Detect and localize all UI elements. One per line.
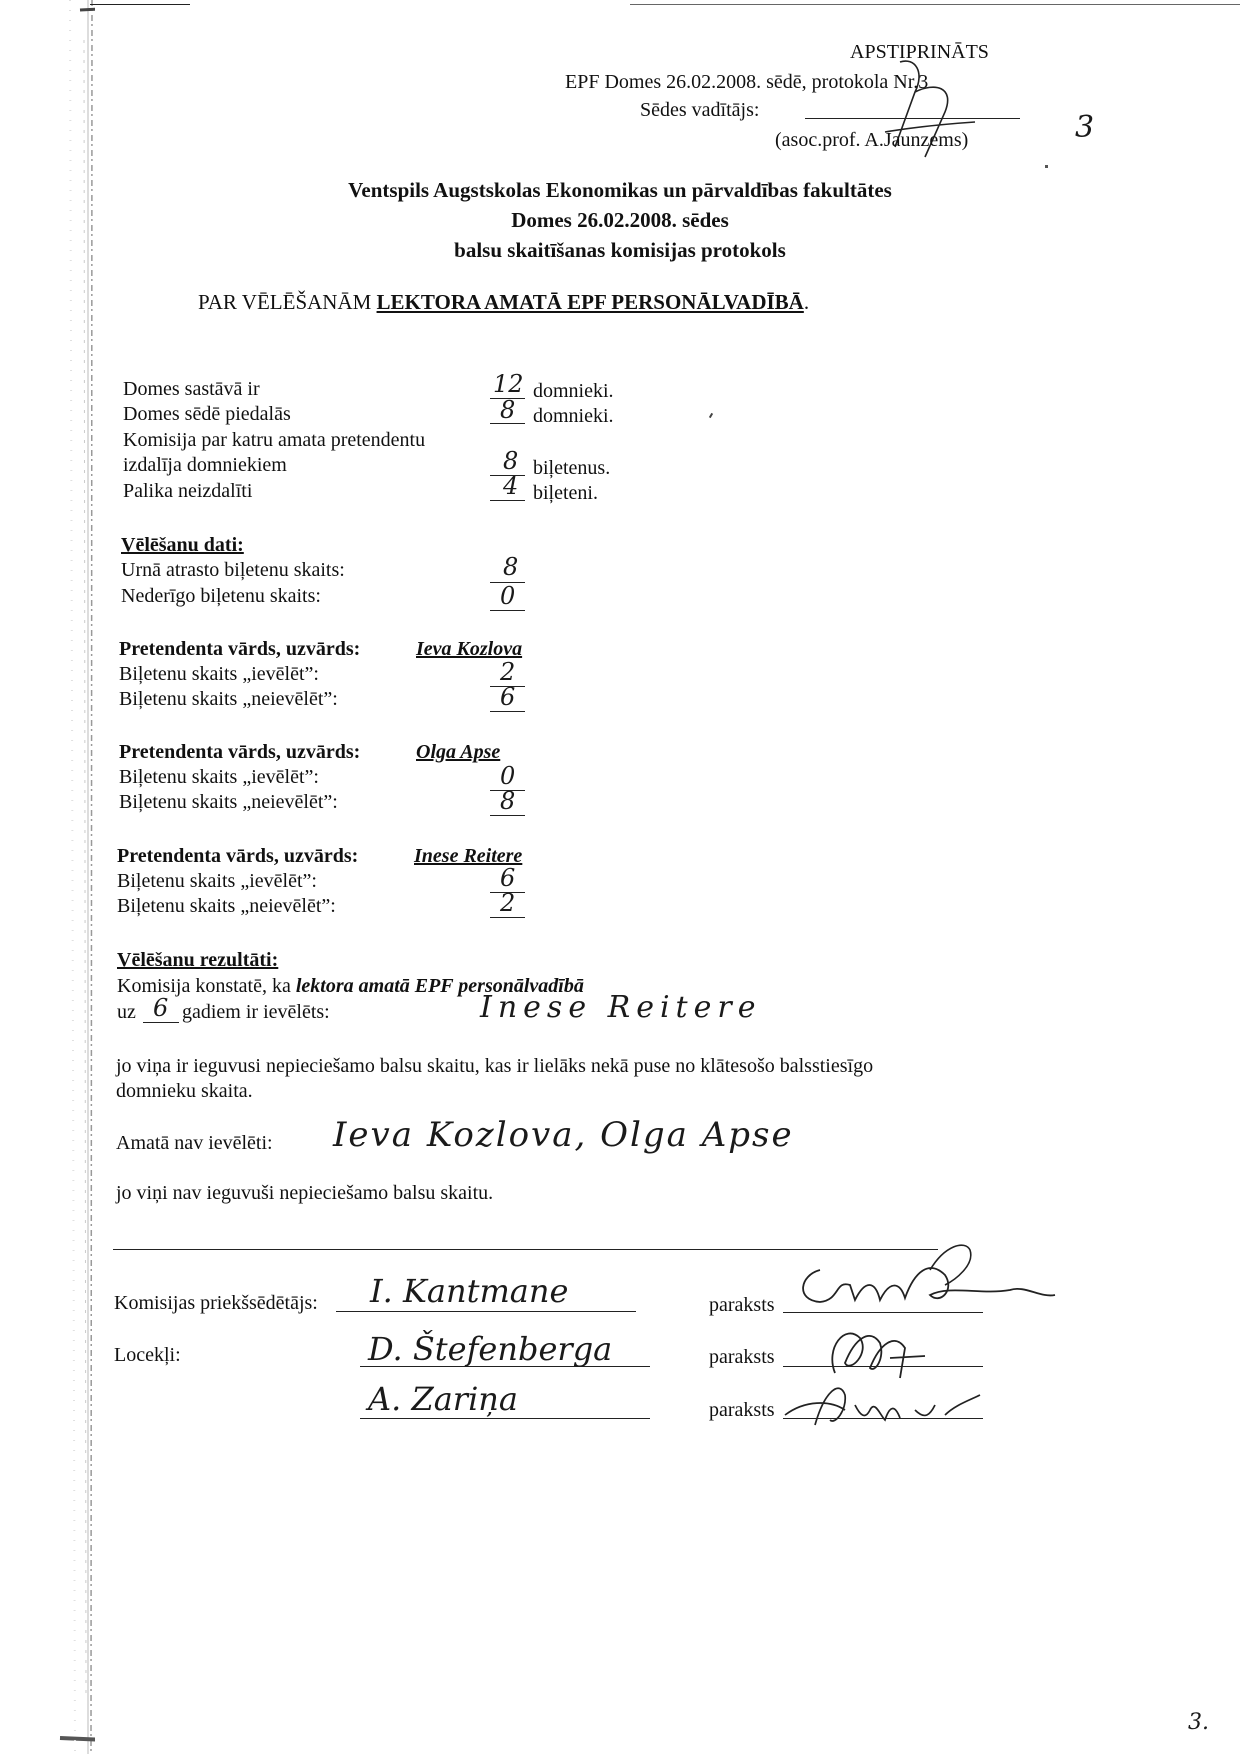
issued-value: 8 bbox=[503, 447, 519, 475]
results-line-1-prefix: Komisija konstatē, ka bbox=[117, 975, 296, 997]
results-reason-1: jo viņa ir ieguvusi nepieciešamo balsu skaitu, kas ir lielāks nekā puse no klātesošo balsstiesīgo bbox=[116, 1055, 874, 1077]
found-label: Urnā atrasto biļetenu skaits: bbox=[121, 559, 345, 581]
signature-label-3: paraksts bbox=[709, 1399, 775, 1421]
approval-protocol-line: EPF Domes 26.02.2008. sēdē, protokola Nr.3 bbox=[565, 71, 929, 93]
commission-chair-line bbox=[336, 1311, 636, 1312]
members-label: Domes sastāvā ir bbox=[123, 378, 260, 400]
top-scan-line-right bbox=[630, 4, 1240, 5]
candidate-2-yes-label: Biļetenu skaits „ievēlēt”: bbox=[119, 766, 319, 788]
candidate-1-no-value: 6 bbox=[500, 683, 516, 711]
present-label: Domes sēdē piedalās bbox=[123, 403, 291, 425]
commission-member-2-line bbox=[360, 1418, 650, 1419]
header-line-3: balsu skaitīšanas komisijas protokols bbox=[454, 238, 786, 262]
results-years-suffix: gadiem ir ievēlēts: bbox=[182, 1001, 330, 1023]
election-data-heading: Vēlēšanu dati: bbox=[121, 534, 244, 556]
commission-member-2: A. Zariņa bbox=[368, 1380, 518, 1418]
header-line-1: Ventspils Augstskolas Ekonomikas un pārvaldības fakultātes bbox=[348, 178, 892, 202]
subject-suffix: . bbox=[803, 290, 810, 314]
candidate-3-yes-value: 6 bbox=[500, 864, 516, 892]
candidate-1-label: Pretendenta vārds, uzvārds: bbox=[119, 638, 361, 660]
candidate-1-name: Ieva Kozlova bbox=[416, 638, 523, 660]
candidate-1-yes-value: 2 bbox=[500, 658, 516, 686]
invalid-value: 0 bbox=[500, 582, 516, 610]
candidate-2-label: Pretendenta vārds, uzvārds: bbox=[119, 741, 361, 763]
signature-label-1: paraksts bbox=[709, 1294, 775, 1316]
found-value: 8 bbox=[503, 553, 519, 581]
candidate-2-no-label: Biļetenu skaits „neievēlēt”: bbox=[119, 791, 338, 813]
members-unit: domnieki. bbox=[533, 380, 614, 402]
results-years-prefix: uz bbox=[117, 1001, 136, 1023]
candidate-2-name: Olga Apse bbox=[416, 741, 501, 763]
candidate-3-label: Pretendenta vārds, uzvārds: bbox=[117, 845, 359, 867]
candidate-3-no-label: Biļetenu skaits „neievēlēt”: bbox=[117, 895, 336, 917]
not-elected-label: Amatā nav ievēlēti: bbox=[116, 1132, 273, 1154]
scan-speck-2 bbox=[709, 413, 713, 418]
subject-position: LEKTORA AMATĀ EPF PERSONĀLVADĪBĀ bbox=[376, 290, 804, 314]
header-line-2: Domes 26.02.2008. sēdes bbox=[511, 208, 729, 232]
approval-chair-name: (asoc.prof. A.Jaunzems) bbox=[775, 129, 969, 151]
remaining-value: 4 bbox=[503, 472, 519, 500]
not-elected-reason: jo viņi nav ieguvuši nepieciešamo balsu skaitu. bbox=[116, 1182, 494, 1204]
issued-unit: biļetenus. bbox=[533, 457, 611, 479]
approval-title: APSTIPRINĀTS bbox=[850, 41, 989, 63]
signature-1 bbox=[780, 1240, 1060, 1320]
commission-member-1: D. Štefenberga bbox=[368, 1330, 613, 1368]
results-elected-handwritten: Inese Reitere bbox=[480, 990, 762, 1025]
remaining-unit: biļeteni. bbox=[533, 482, 598, 504]
remaining-label: Palika neizdalīti bbox=[123, 480, 253, 502]
results-years-value: 6 bbox=[153, 994, 169, 1022]
candidate-3-no-value: 2 bbox=[500, 889, 516, 917]
results-position: lektora amatā EPF personālvadībā bbox=[295, 975, 584, 997]
footer-page-number: 3. bbox=[1188, 1710, 1209, 1735]
results-reason-2: domnieku skaita. bbox=[116, 1080, 253, 1102]
not-elected-handwritten: Ieva Kozlova, Olga Apse bbox=[333, 1115, 794, 1155]
candidate-3-name: Inese Reitere bbox=[414, 845, 523, 867]
candidate-2-no-value: 8 bbox=[500, 787, 516, 815]
top-scan-line bbox=[90, 4, 190, 5]
invalid-label: Nederīgo biļetenu skaits: bbox=[121, 585, 321, 607]
commission-chair-label: Komisijas priekšsēdētājs: bbox=[114, 1292, 318, 1314]
results-heading: Vēlēšanu rezultāti: bbox=[117, 949, 279, 971]
candidate-1-yes-label: Biļetenu skaits „ievēlēt”: bbox=[119, 663, 319, 685]
issued-label-1: Komisija par katru amata pretendentu bbox=[123, 429, 426, 451]
candidate-1-no-label: Biļetenu skaits „neievēlēt”: bbox=[119, 688, 338, 710]
margin-page-mark: 3 bbox=[1075, 110, 1095, 145]
present-value: 8 bbox=[500, 396, 516, 424]
present-unit: domnieki. bbox=[533, 405, 614, 427]
subject-line bbox=[198, 290, 809, 314]
issued-label-2: izdalīja domniekiem bbox=[123, 454, 287, 476]
scan-edge-noise bbox=[0, 0, 95, 1754]
members-value: 12 bbox=[493, 370, 524, 398]
commission-chair-name: I. Kantmane bbox=[370, 1272, 569, 1310]
subject-prefix: PAR VĒLĒŠANĀM bbox=[198, 290, 377, 314]
signature-label-2: paraksts bbox=[709, 1346, 775, 1368]
signature-3 bbox=[775, 1370, 985, 1440]
scan-speck bbox=[1045, 165, 1048, 168]
approval-chair-label: Sēdes vadītājs: bbox=[640, 99, 760, 121]
commission-members-label: Locekļi: bbox=[114, 1344, 181, 1366]
candidate-2-yes-value: 0 bbox=[500, 762, 516, 790]
candidate-3-yes-label: Biļetenu skaits „ievēlēt”: bbox=[117, 870, 317, 892]
